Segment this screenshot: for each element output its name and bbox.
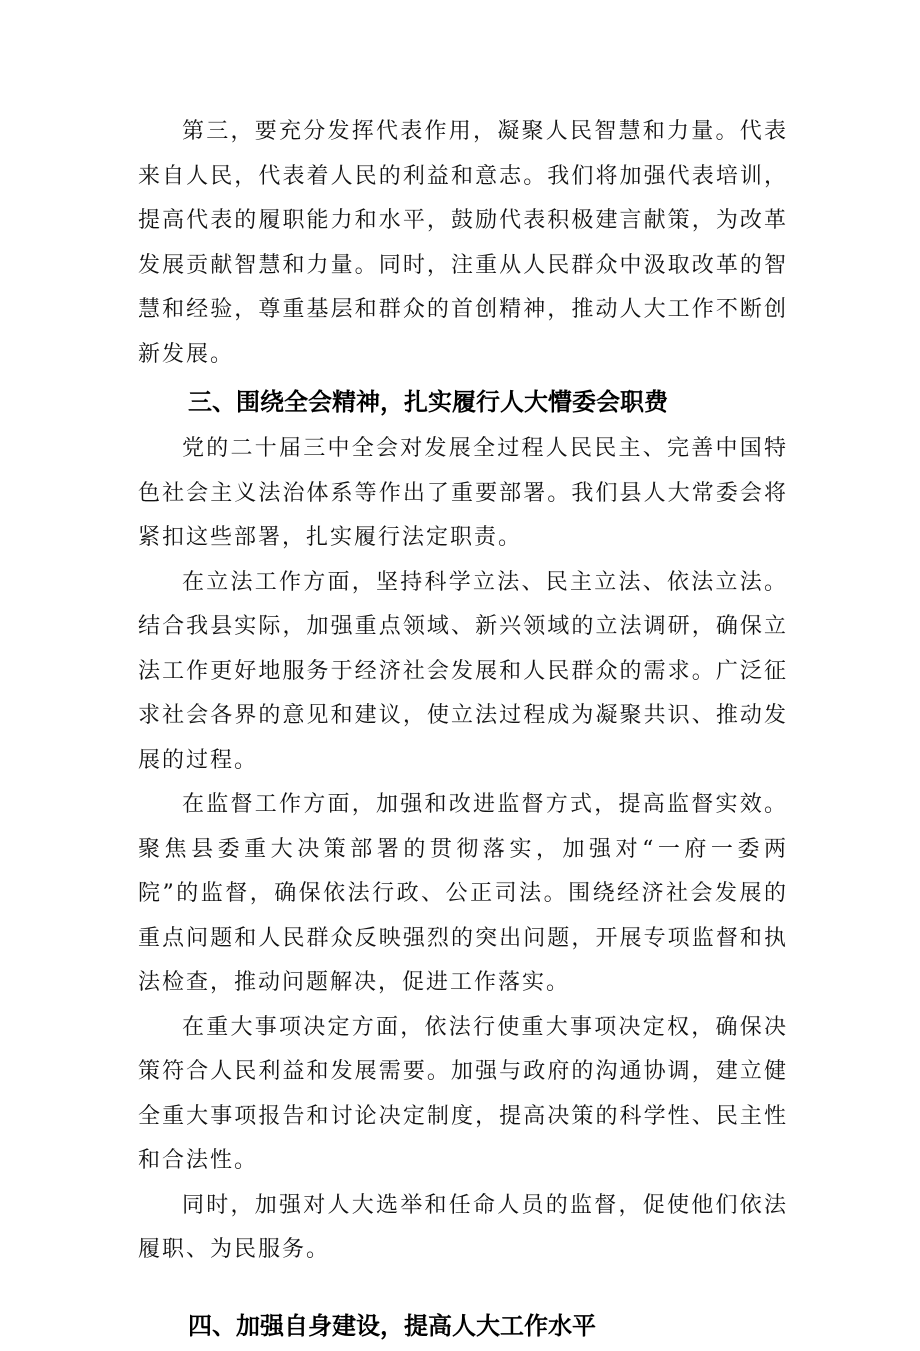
section-heading-four: 四、加强自身建设，提高人大工作水平 <box>188 1311 596 1340</box>
section-heading-three: 三、围绕全会精神，扎实履行人大懵委会职费 <box>188 388 668 416</box>
paragraph-plenary-deployment: 党的二十届三中全会对发展全过程人民民主、完善中国特色社会主义法治体系等作出了重要部署。我们县人大常委会将紧扣这些部署，扎实履行法定职责。 <box>138 436 788 550</box>
paragraph-major-decisions: 在重大事项决定方面，依法行使重大事项决定权，确保决策符合人民利益和发展需要。加强与政府的沟通协调，建立健全重大事项报告和讨论决定制度，提高决策的科学性、民主性和合法性。 <box>138 1014 788 1173</box>
paragraph-third-point: 第三，要充分发挥代表作用，凝聚人民智慧和力量。代表来自人民，代表着人民的利益和意志。我们将加强代表培训，提高代表的履职能力和水平，鼓励代表积极建言献策，为改革发展贡献智慧和力量。同时，注重从人民群众中汲取改革的智慧和经验，尊重基层和群众的首创精神，推动人大工作不断创新发展。 <box>138 119 788 367</box>
paragraph-legislation-work: 在立法工作方面，坚持科学立法、民主立法、依法立法。结合我县实际，加强重点领域、新兴领域的立法调研，确保立法工作更好地服务于经济社会发展和人民群众的需求。广泛征求社会各界的意见和建议，使立法过程成为凝聚共识、推动发展的过程。 <box>138 569 788 773</box>
paragraph-supervision-work: 在监督工作方面，加强和改进监督方式，提高监督实效。聚焦县委重大决策部署的贯彻落实，加强对“一府一委两院”的监督，确保依法行政、公正司法。围绕经济社会发展的重点问题和人民群众反映强烈的突出问题，开展专项监督和执法检查，推动问题解决，促进工作落实。 <box>138 792 788 995</box>
paragraph-appointee-supervision: 同时，加强对人大选举和任命人员的监督，促使他们依法履职、为民服务。 <box>138 1192 788 1262</box>
document-body <box>138 110 788 1351</box>
